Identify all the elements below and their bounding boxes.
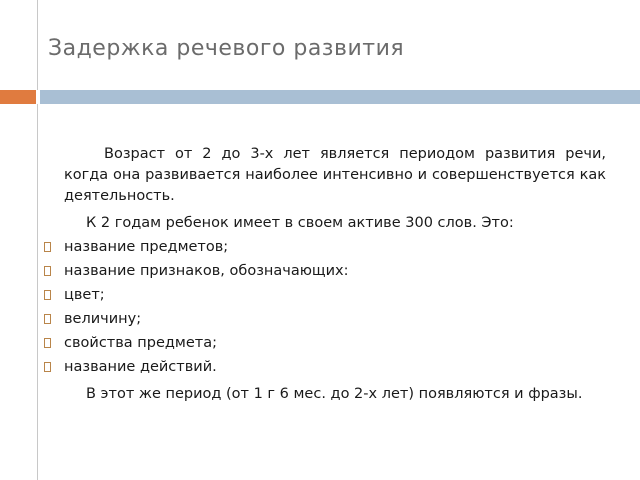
bullet-item: [64, 237, 606, 258]
bullet-marker-icon: [44, 362, 51, 372]
bullet-item: [64, 261, 606, 282]
bullet-item: [64, 333, 606, 354]
bullet-item: [64, 309, 606, 330]
bullet-list: [64, 237, 606, 378]
slide-body: [64, 144, 606, 409]
title-underline-accent-orange: [0, 90, 36, 104]
bullet-marker-icon: [44, 290, 51, 300]
bullet-marker-icon: [44, 314, 51, 324]
bullet-text: название признаков, обозначающих:: [64, 263, 349, 279]
body-paragraph-2: К 2 годам ребенок имеет в своем активе 300 слов. Это:: [86, 215, 514, 231]
bullet-text: название предметов;: [64, 239, 229, 255]
bullet-item: [64, 357, 606, 378]
body-paragraph-1: Возраст от 2 до 3-х лет является периодом развития речи, когда она развивается наиболее интенсивно и совершенствуется как деятельность.: [64, 146, 606, 204]
title-underline-accent-blue: [40, 90, 640, 104]
bullet-marker-icon: [44, 338, 51, 348]
bullet-text: название действий.: [64, 359, 217, 375]
slide-vertical-divider: [37, 0, 38, 480]
body-paragraph-3: В этот же период (от 1 г 6 мес. до 2-х лет) появляются и фразы.: [86, 386, 583, 402]
slide-title: Задержка речевого развития: [48, 36, 405, 61]
bullet-item: [64, 285, 606, 306]
bullet-marker-icon: [44, 266, 51, 276]
bullet-text: цвет;: [64, 287, 105, 303]
bullet-marker-icon: [44, 242, 51, 252]
bullet-text: величину;: [64, 311, 142, 327]
bullet-text: свойства предмета;: [64, 335, 217, 351]
